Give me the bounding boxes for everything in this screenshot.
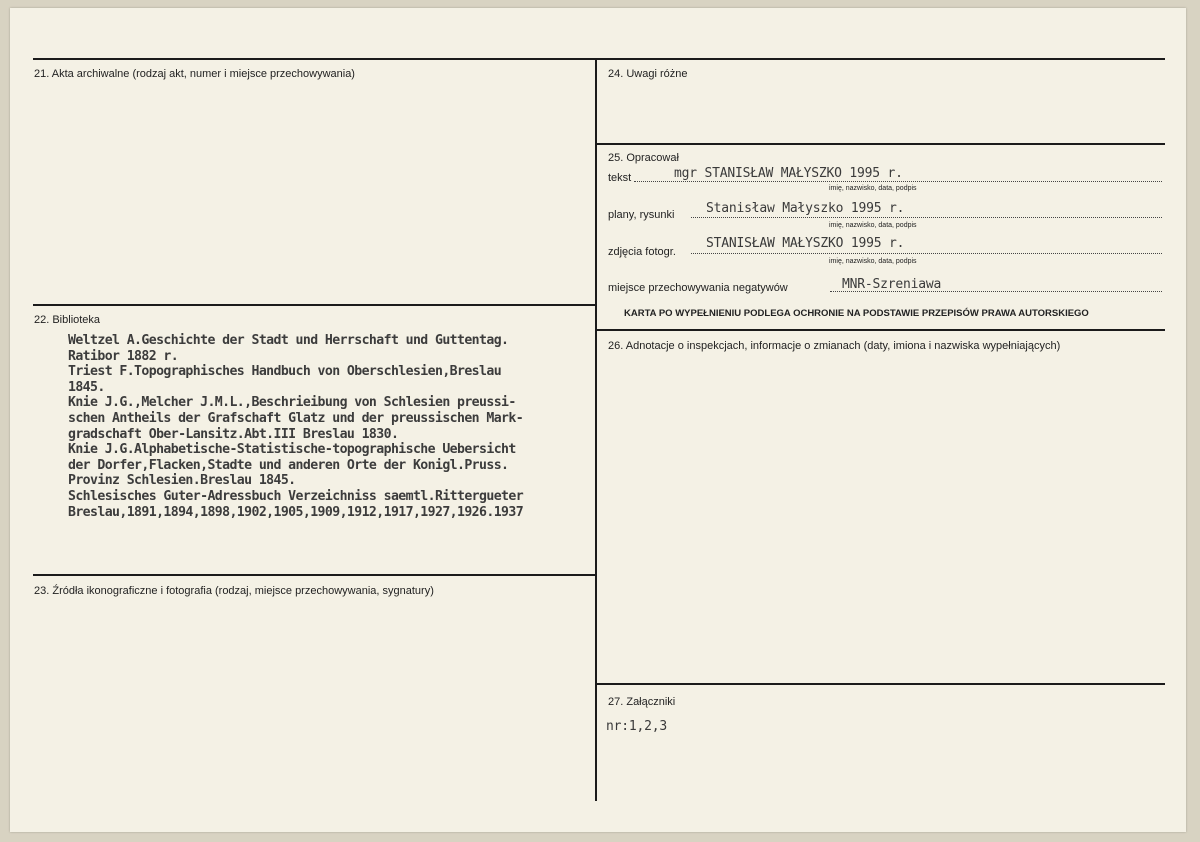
attachments-label: 27. Załączniki [608, 696, 676, 708]
library-line-7: gradschaft Ober-Lansitz.Abt.III Breslau 1830. [68, 426, 399, 442]
library-line-3: Triest F.Topographisches Handbuch von Oberschlesien,Breslau [68, 364, 502, 380]
library-label: 22. Biblioteka [34, 314, 101, 326]
archival-files-label: 21. Akta archiwalne (rodzaj akt, numer i miejsce przechowywania) [34, 68, 355, 80]
rule-right-prepared-bottom [596, 329, 1165, 331]
text-author-value: mgr STANISŁAW MAŁYSZKO 1995 r. [674, 166, 903, 181]
library-line-12: Breslau,1891,1894,1898,1902,1905,1909,1912,1917,1927,1926.1937 [68, 504, 524, 520]
inspections-label: 26. Adnotacje o inspekcjach, informacje o zmianach (daty, imiona i nazwiska wypełniających) [608, 340, 1061, 352]
library-line-11: Schlesisches Guter-Adressbuch Verzeichniss saemtl.Rittergueter [68, 488, 524, 504]
photos-author-caption: imię, nazwisko, data, podpis [829, 258, 917, 265]
rule-left-archival-bottom [33, 304, 596, 306]
photos-author-label: zdjęcia fotogr. [608, 246, 676, 258]
library-line-4: 1845. [68, 379, 105, 395]
plans-author-value: Stanisław Małyszko 1995 r. [706, 201, 905, 216]
column-divider [595, 58, 597, 801]
photos-author-value: STANISŁAW MAŁYSZKO 1995 r. [706, 236, 905, 251]
plans-author-line [691, 217, 1162, 218]
library-line-10: Provinz Schlesien.Breslau 1845. [68, 473, 296, 489]
library-line-2: Ratibor 1882 r. [68, 348, 179, 364]
negatives-storage-label: miejsce przechowywania negatywów [608, 282, 788, 294]
prepared-by-label: 25. Opracował [608, 152, 679, 164]
rule-left-library-bottom [33, 574, 596, 576]
rule-right-notes-bottom [596, 143, 1165, 145]
text-author-label: tekst [608, 172, 632, 184]
copyright-notice: KARTA PO WYPEŁNIENIU PODLEGA OCHRONIE NA PODSTAWIE PRZEPISÓW PRAWA AUTORSKIEGO [624, 308, 1089, 319]
library-line-9: der Dorfer,Flacken,Stadte und anderen Orte der Konigl.Pruss. [68, 457, 509, 473]
rule-right-inspections-bottom [596, 683, 1165, 685]
top-rule [33, 58, 1165, 60]
library-line-1: Weltzel A.Geschichte der Stadt und Herrschaft und Guttentag. [68, 333, 509, 348]
text-author-caption: imię, nazwisko, data, podpis [829, 185, 917, 192]
library-line-6: schen Antheils der Grafschaft Glatz und der preussischen Mark- [68, 410, 524, 426]
library-line-5: Knie J.G.,Melcher J.M.L.,Beschrieibung von Schlesien preussi- [68, 395, 516, 411]
library-entries [68, 333, 523, 520]
notes-label: 24. Uwagi różne [608, 68, 688, 80]
plans-author-caption: imię, nazwisko, data, podpis [829, 222, 917, 229]
iconographic-sources-label: 23. Źródła ikonograficzne i fotografia (rodzaj, miejsce przechowywania, sygnatury) [34, 585, 434, 597]
negatives-storage-value: MNR-Szreniawa [842, 277, 942, 292]
plans-author-label: plany, rysunki [608, 209, 675, 221]
library-line-8: Knie J.G.Alphabetische-Statistische-topographische Uebersicht [68, 442, 516, 458]
record-card [10, 8, 1186, 832]
text-author-line [634, 181, 1162, 182]
attachments-value: nr:1,2,3 [606, 719, 668, 734]
photos-author-line [691, 253, 1162, 254]
